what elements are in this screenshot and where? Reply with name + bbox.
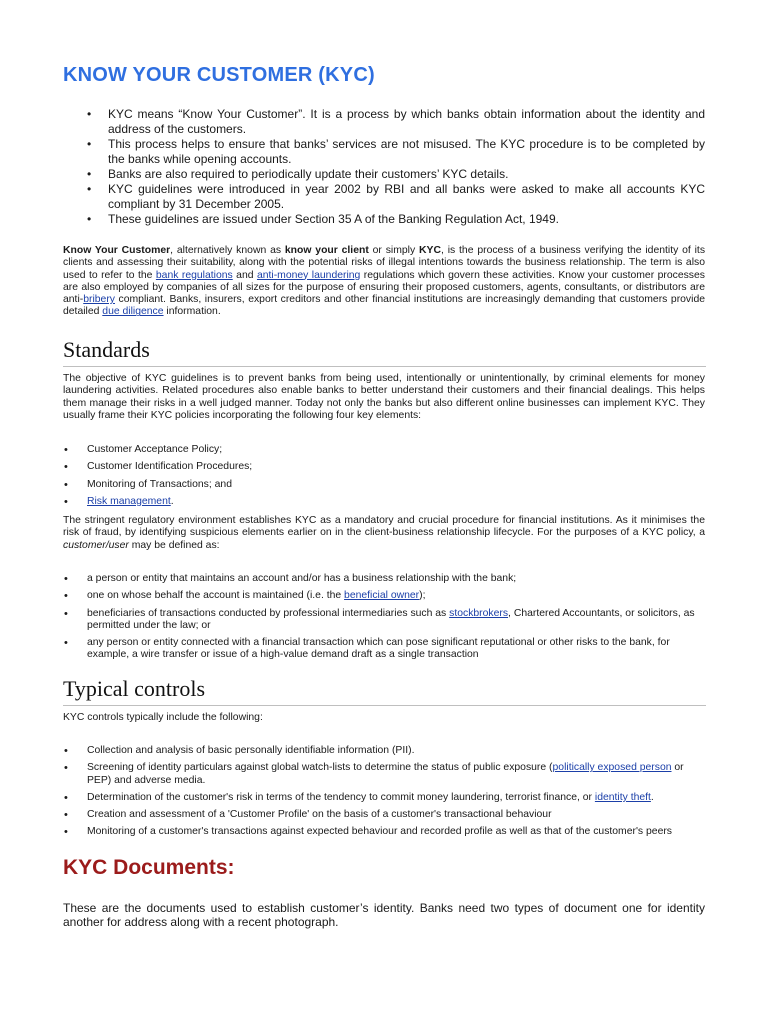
link-bribery[interactable]: bribery [83,294,115,306]
text-run: , Chartered Accountants, or solicitors, as permitted under the law; or [87,607,695,631]
link-anti-money-laundering[interactable]: anti-money laundering [256,269,361,281]
kyc-documents-heading: KYC Documents: [63,856,235,879]
intro-bullet: • Banks are also required to periodically update their customers’ KYC details. [87,167,705,182]
text-run: or simply [368,245,420,256]
definition-paragraph [63,245,705,319]
intro-bullet: • KYC means “Know Your Customer”. It is a process by which banks obtain information about the identity and address of the customers. [87,107,705,137]
intro-bullet: • KYC guidelines were introduced in year 2002 by RBI and all banks were asked to make all accounts KYC compliant by 31 December 2005. [87,182,705,212]
customer-definition-item [64,608,706,633]
text-run: may be defined as: [128,539,220,551]
text-run: information. [163,306,221,318]
control-item: • Creation and assessment of a 'Customer Profile' on the basis of a customer's transactional behaviour [64,809,706,821]
text-run: , alternatively known as [170,245,285,256]
link-due-diligence[interactable]: due diligence [102,306,164,318]
controls-intro: KYC controls typically include the following: [63,712,263,723]
controls-list [64,745,706,839]
term-know-your-client: know your client [284,245,369,256]
text-run: compliant. Banks, insurers, export creditors and other financial institutions are increasingly demanding that customers provide detailed [63,294,705,318]
text-run: regulations which govern these activities. Know your customer processes are also employed by companies of all sizes for the purpose of ensuring their proposed customers, agents, consultants, or distributors are anti- [63,269,705,306]
text-run: beneficiaries of transactions conducted by professional intermediaries such as [87,607,450,619]
kyc-documents-paragraph: These are the documents used to establish customer’s identity. Banks need two types of document one for identity another for address along with a recent photograph. [63,901,705,929]
customer-definition-item: • any person or entity connected with a financial transaction which can pose significant reputational or other risks to the bank, for example, a wire transfer or issue of a high-value demand draft as a single transaction [64,637,706,662]
customer-definition-item: • a person or entity that maintains an account and/or has a business relationship with the bank; [64,573,706,585]
term-know-your-customer: Know Your Customer [63,245,171,256]
key-element-item: • Customer Identification Procedures; [64,461,706,473]
control-item: • Collection and analysis of basic personally identifiable information (PII). [64,745,706,757]
control-item [64,762,706,787]
text-run: . [170,495,174,507]
intro-bullet: • These guidelines are issued under Section 35 A of the Banking Regulation Act, 1949. [87,212,705,227]
link-identity-theft[interactable]: identity theft [594,791,651,803]
term-kyc: KYC [419,245,441,256]
customer-definition-paragraph [63,515,705,552]
text-run: . [650,791,654,803]
key-element-item: • Customer Acceptance Policy; [64,444,706,456]
key-element-item [64,496,706,508]
link-risk-management[interactable]: Risk management [87,495,171,507]
text-run: Screening of identity particulars against global watch-lists to determine the status of public exposure ( [87,762,553,774]
standards-paragraph: The objective of KYC guidelines is to prevent banks from being used, intentionally or unintentionally, by criminal elements for money laundering activities. Related procedures also enable banks to better understand their customers and their financial dealings. This helps them manage their risks in a well judged manner. Today not only the banks but also different online businesses can implement KYC. They usually frame their KYC policies incorporating the following four key elements: [63,373,705,421]
customer-definition-item [64,590,706,602]
text-run: ); [419,590,426,602]
text-run: , is the process of a business verifying the identity of its clients and assessing their suitability, along with the potential risks of illegal intentions towards the business relationship. The term is also used to refer to the [63,245,706,281]
text-run: or PEP) and adverse media. [87,762,684,786]
key-elements-list [64,444,706,508]
control-item: • Monitoring of a customer's transactions against expected behaviour and recorded profile as well as that of the customer's peers [64,826,706,838]
link-beneficial-owner[interactable]: beneficial owner [344,590,420,602]
term-customer-user: customer/user [63,539,129,551]
link-politically-exposed-person[interactable]: politically exposed person [552,762,672,774]
intro-bullet: • This process helps to ensure that banks’ services are not misused. The KYC procedure is to be completed by the banks while opening accounts. [87,137,705,167]
key-element-item: • Monitoring of Transactions; and [64,479,706,491]
standards-heading: Standards [63,337,706,367]
page-title: KNOW YOUR CUSTOMER (KYC) [63,64,375,86]
text-run: Determination of the customer's risk in terms of the tendency to commit money laundering, terrorist finance, or [87,791,595,803]
customer-definitions-list [64,573,706,662]
link-stockbrokers[interactable]: stockbrokers [449,607,509,619]
link-bank-regulations[interactable]: bank regulations [155,269,233,281]
text-run: The stringent regulatory environment establishes KYC as a mandatory and crucial procedure for financial institutions. As it minimises the risk of fraud, by identifying suspicious elements earlier on in the client-business relationship lifecycle. For the purposes of a KYC policy, a [63,515,705,539]
text-run: and [232,269,257,281]
typical-controls-heading: Typical controls [63,676,706,706]
text-run: one on whose behalf the account is maintained (i.e. the [87,590,345,602]
intro-bullet-list [87,107,705,227]
control-item [64,792,706,804]
